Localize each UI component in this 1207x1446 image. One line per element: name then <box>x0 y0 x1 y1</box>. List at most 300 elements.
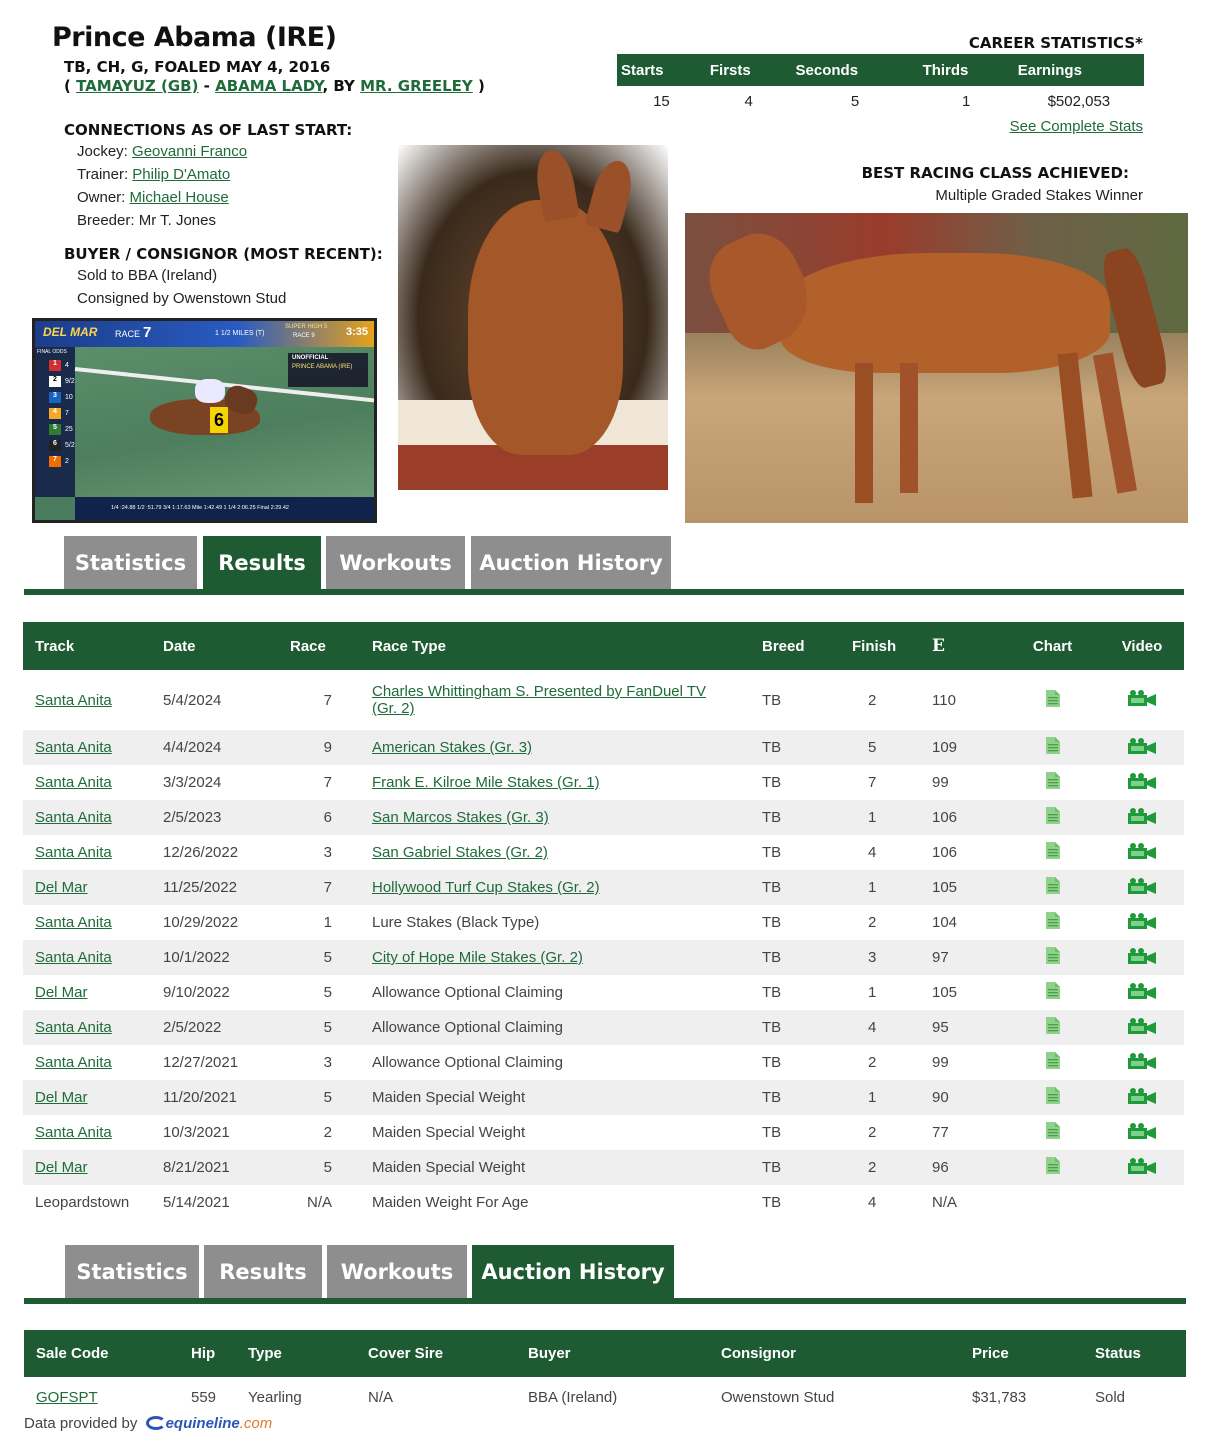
results-row <box>23 1080 1184 1115</box>
tab-underline <box>24 589 1184 595</box>
pedigree-close-paren: ) <box>472 77 485 95</box>
unofficial-box <box>288 353 368 387</box>
cell-chart <box>1005 1080 1100 1115</box>
cell-race: 3 <box>323 844 332 861</box>
track-link[interactable]: Santa Anita <box>35 1054 112 1071</box>
cell-finish: 1 <box>868 984 877 1001</box>
results-row <box>23 1010 1184 1045</box>
dam-link[interactable]: ABAMA LADY <box>215 77 323 95</box>
cell-finish: 7 <box>868 774 877 791</box>
career-statistics-heading: CAREER STATISTICS* <box>968 34 1143 52</box>
cell-race-type <box>360 835 750 870</box>
cell-e-rating: N/A <box>932 1194 958 1211</box>
cell-chart <box>1005 870 1100 905</box>
cell-video <box>1100 1045 1184 1080</box>
cell-race-type <box>360 870 750 905</box>
chart-icon[interactable] <box>1045 742 1061 759</box>
cell-race-type <box>360 940 750 975</box>
race-type-text: Maiden Special Weight <box>372 1089 526 1106</box>
cell-track <box>23 905 151 940</box>
cell-chart <box>1005 1185 1100 1220</box>
results-row <box>23 1115 1184 1150</box>
track-link[interactable]: Santa Anita <box>35 1124 112 1141</box>
video-icon[interactable] <box>1127 742 1157 759</box>
race-type-link[interactable]: San Marcos Stakes (Gr. 3) <box>372 809 549 826</box>
career-header-seconds: Seconds <box>792 54 919 86</box>
cell-race: 5 <box>323 984 332 1001</box>
cell-video <box>1100 730 1184 765</box>
track-link[interactable]: Santa Anita <box>35 739 112 756</box>
cell-date: 11/20/2021 <box>151 1080 278 1115</box>
post-position: 3 <box>49 392 61 403</box>
auction-header-sale-code: Sale Code <box>24 1330 179 1377</box>
odds-board <box>35 347 75 497</box>
odds-row <box>35 389 75 405</box>
cell-race-type <box>360 1080 750 1115</box>
banner-distance: 1 1/2 MILES (T) <box>215 330 265 337</box>
career-value-earnings: $502,053 <box>1047 92 1111 110</box>
cell-cover-sire: N/A <box>368 1388 394 1406</box>
cell-track <box>23 800 151 835</box>
track-link[interactable]: Santa Anita <box>35 774 112 791</box>
cell-finish: 5 <box>840 730 920 765</box>
video-icon[interactable] <box>1127 1022 1157 1039</box>
cell-e-rating: 99 <box>932 774 949 791</box>
cell-date: 5/14/2021 <box>163 1194 230 1211</box>
cell-track <box>23 835 151 870</box>
track-link[interactable]: Del Mar <box>35 1089 88 1106</box>
auction-header-cover-sire: Cover Sire <box>356 1330 516 1377</box>
video-icon[interactable] <box>1127 987 1157 1004</box>
tab-workouts[interactable]: Workouts <box>326 536 465 590</box>
track-link[interactable]: Santa Anita <box>35 691 112 709</box>
video-icon[interactable] <box>1127 952 1157 969</box>
cell-video <box>1100 1115 1184 1150</box>
race-type-link[interactable]: Charles Whittingham S. Presented by FanDuel TV (Gr. 2) <box>372 683 707 717</box>
track-link[interactable]: Santa Anita <box>35 809 112 826</box>
cell-track <box>23 975 151 1010</box>
cell-breed: TB <box>750 800 840 835</box>
front-leg-2 <box>900 363 918 493</box>
video-icon[interactable] <box>1127 777 1157 794</box>
cell-track <box>23 870 151 905</box>
breeder-value: Mr T. Jones <box>138 212 216 229</box>
auction-history-table <box>24 1330 1186 1417</box>
owner-line <box>77 189 229 206</box>
cell-e-rating: 110 <box>932 691 956 709</box>
race-type-link[interactable]: City of Hope Mile Stakes (Gr. 2) <box>372 949 583 966</box>
cell-date: 4/4/2024 <box>151 730 278 765</box>
cell-track <box>23 1045 151 1080</box>
results-header-race: Race <box>278 622 360 670</box>
see-complete-stats-link[interactable]: See Complete Stats <box>1009 118 1143 135</box>
video-icon[interactable] <box>1127 812 1157 829</box>
career-header-thirds: Thirds <box>919 54 1014 86</box>
results-row <box>23 975 1184 1010</box>
auction-header-consignor: Consignor <box>709 1330 960 1377</box>
banner-race-label: RACE <box>115 329 141 339</box>
post-position: 1 <box>49 360 61 371</box>
horse-description: TB, CH, G, FOALED MAY 4, 2016 <box>64 58 331 76</box>
track-link[interactable]: Santa Anita <box>35 844 112 861</box>
chart-icon[interactable] <box>1045 812 1061 829</box>
cell-e-rating: 106 <box>932 844 958 861</box>
chart-icon[interactable] <box>1045 695 1061 712</box>
race-type-link[interactable]: San Gabriel Stakes (Gr. 2) <box>372 844 548 861</box>
chart-icon[interactable] <box>1045 1127 1061 1144</box>
odds-value: 25 <box>65 425 73 433</box>
cell-chart <box>1005 670 1100 730</box>
track-link[interactable]: Santa Anita <box>35 949 112 966</box>
cell-chart <box>1005 905 1100 940</box>
race-type-text: Maiden Special Weight <box>372 1159 526 1176</box>
tab-workouts-2[interactable]: Workouts <box>327 1245 467 1299</box>
cell-track <box>23 1185 151 1220</box>
banner-super: SUPER HIGH 5 <box>285 324 328 330</box>
video-icon[interactable] <box>1127 1057 1157 1074</box>
cell-video <box>1100 1150 1184 1185</box>
chart-icon[interactable] <box>1045 1057 1061 1074</box>
unofficial-leader: PRINCE ABAMA (IRE) <box>292 364 353 370</box>
cell-video <box>1100 975 1184 1010</box>
post-position: 4 <box>49 408 61 419</box>
hind-leg <box>1057 352 1092 498</box>
career-header-starts: Starts <box>617 54 706 86</box>
auction-header-status: Status <box>1083 1330 1186 1377</box>
results-row <box>23 1045 1184 1080</box>
results-row <box>23 940 1184 975</box>
race-video-still <box>32 318 377 523</box>
video-icon[interactable] <box>1127 694 1157 711</box>
cell-video <box>1100 1080 1184 1115</box>
race-type-text: Allowance Optional Claiming <box>372 1054 563 1071</box>
cell-e-rating: 77 <box>932 1124 949 1141</box>
career-value-starts: 15 <box>653 92 670 110</box>
equineline-suffix: .com <box>239 1415 273 1432</box>
chart-icon[interactable] <box>1045 882 1061 899</box>
cell-track <box>23 730 151 765</box>
cell-finish: 2 <box>840 1150 920 1185</box>
auction-header-type: Type <box>236 1330 356 1377</box>
sold-to-text: Sold to BBA (Ireland) <box>77 267 218 284</box>
cell-sale-code <box>24 1377 179 1417</box>
cell-chart <box>1005 730 1100 765</box>
results-header-finish: Finish <box>840 622 920 670</box>
cell-race: 9 <box>278 730 360 765</box>
cell-breed: TB <box>762 691 782 709</box>
cell-video <box>1100 905 1184 940</box>
cell-track <box>23 670 151 730</box>
cell-race-type <box>360 975 750 1010</box>
banner-race-no: 7 <box>143 324 152 341</box>
results-header-e: E <box>920 622 1005 670</box>
breeder-line <box>77 212 216 229</box>
results-header-breed: Breed <box>750 622 840 670</box>
track-link[interactable]: Santa Anita <box>35 914 112 931</box>
cell-breed: TB <box>762 844 782 861</box>
odds-title: FINAL ODDS <box>37 349 67 355</box>
cell-price: $31,783 <box>972 1388 1027 1406</box>
cell-track <box>23 1115 151 1150</box>
jockey-link[interactable]: Geovanni Franco <box>132 143 248 160</box>
career-header-firsts: Firsts <box>706 54 792 86</box>
cell-date: 10/1/2022 <box>151 940 278 975</box>
cell-finish: 3 <box>840 940 920 975</box>
cell-e-rating: 105 <box>932 984 958 1001</box>
auction-header-buyer: Buyer <box>516 1330 709 1377</box>
video-icon[interactable] <box>1127 882 1157 899</box>
cell-finish: 4 <box>840 1010 920 1045</box>
cell-breed: TB <box>762 914 782 931</box>
race-type-link[interactable]: Hollywood Turf Cup Stakes (Gr. 2) <box>372 879 600 896</box>
results-header-video: Video <box>1100 622 1184 670</box>
cell-video <box>1100 670 1184 730</box>
results-row <box>23 1185 1184 1220</box>
video-icon[interactable] <box>1127 1162 1157 1179</box>
cell-race-type <box>360 670 750 730</box>
race-type-text: Maiden Special Weight <box>372 1124 526 1141</box>
hind-leg-2 <box>1093 352 1137 493</box>
chart-icon[interactable] <box>1045 917 1061 934</box>
chart-icon[interactable] <box>1045 777 1061 794</box>
cell-finish: 2 <box>868 1054 877 1071</box>
cell-race-type <box>360 1150 750 1185</box>
race-type-text: Allowance Optional Claiming <box>372 1019 563 1036</box>
results-row <box>23 730 1184 765</box>
results-header-chart: Chart <box>1005 622 1100 670</box>
post-position: 7 <box>49 456 61 467</box>
data-provided-by <box>24 1415 272 1432</box>
chart-icon[interactable] <box>1045 847 1061 864</box>
cell-race: 5 <box>278 940 360 975</box>
cell-chart <box>1005 1010 1100 1045</box>
cell-breed: TB <box>750 870 840 905</box>
odds-value: 5/2 <box>65 441 75 449</box>
chart-icon[interactable] <box>1045 987 1061 1004</box>
video-icon[interactable] <box>1127 847 1157 864</box>
cell-date: 3/3/2024 <box>163 774 222 791</box>
cell-date: 11/25/2022 <box>151 870 278 905</box>
cell-race-type <box>360 1115 750 1150</box>
equineline-swoosh-icon <box>146 1416 166 1430</box>
cell-chart <box>1005 1115 1100 1150</box>
horse-name: Prince Abama (IRE) <box>52 22 337 53</box>
cell-hip: 559 <box>191 1388 217 1406</box>
cell-finish: 2 <box>868 914 877 931</box>
cell-race-type <box>360 800 750 835</box>
odds-row <box>35 357 75 373</box>
cell-video <box>1100 800 1184 835</box>
results-header-date: Date <box>151 622 278 670</box>
horse-conformation-photo <box>685 213 1188 523</box>
results-header-race-type: Race Type <box>360 622 750 670</box>
odds-value: 4 <box>65 361 69 369</box>
pedigree <box>64 77 485 95</box>
cell-finish: 1 <box>840 1080 920 1115</box>
cell-date: 2/5/2023 <box>151 800 278 835</box>
equineline-logo[interactable] <box>146 1415 273 1432</box>
sire-link[interactable]: TAMAYUZ (GB) <box>76 77 199 95</box>
best-class-value: Multiple Graded Stakes Winner <box>935 187 1143 204</box>
chart-icon[interactable] <box>1045 952 1061 969</box>
right-ear <box>585 157 638 234</box>
tab-underline-2 <box>24 1298 1186 1304</box>
cell-buyer: BBA (Ireland) <box>528 1388 618 1406</box>
auction-header-hip: Hip <box>179 1330 236 1377</box>
cell-video <box>1100 765 1184 800</box>
tab-auction-history-2[interactable]: Auction History <box>472 1245 674 1299</box>
odds-row <box>35 453 75 469</box>
post-position: 5 <box>49 424 61 435</box>
cell-e-rating: 90 <box>920 1080 1005 1115</box>
tab-results[interactable]: Results <box>203 536 321 590</box>
cell-status: Sold <box>1095 1388 1126 1406</box>
banner-track: DEL MAR <box>43 325 98 339</box>
career-value-thirds: 1 <box>961 92 971 110</box>
career-header-earnings: Earnings <box>1014 54 1144 86</box>
cell-race-type <box>360 1045 750 1080</box>
cell-track <box>23 765 151 800</box>
race-type-text: Allowance Optional Claiming <box>372 984 563 1001</box>
breeder-label: Breeder: <box>77 212 135 229</box>
cell-breed: TB <box>762 984 782 1001</box>
career-value-firsts: 4 <box>744 92 753 110</box>
results-row <box>23 765 1184 800</box>
results-row <box>23 870 1184 905</box>
trainer-link[interactable]: Philip D'Amato <box>132 166 231 183</box>
turf-course <box>75 347 374 497</box>
race-type-link[interactable]: Frank E. Kilroe Mile Stakes (Gr. 1) <box>372 774 600 791</box>
pedigree-by: , BY <box>322 77 355 95</box>
cell-track <box>23 1010 151 1045</box>
tab-statistics[interactable]: Statistics <box>64 536 197 590</box>
cell-race: 2 <box>323 1124 332 1141</box>
tab-statistics-2[interactable]: Statistics <box>65 1245 199 1299</box>
cell-race: 7 <box>278 870 360 905</box>
career-value-seconds: 5 <box>850 92 860 110</box>
cell-race: N/A <box>306 1194 332 1211</box>
cell-date: 10/29/2022 <box>163 914 239 931</box>
race-type-link[interactable]: American Stakes (Gr. 3) <box>372 739 533 756</box>
cell-date: 9/10/2022 <box>163 984 230 1001</box>
cell-finish: 1 <box>840 800 920 835</box>
cell-type: Yearling <box>248 1388 302 1406</box>
odds-value: 9/2 <box>65 377 75 385</box>
cell-consignor: Owenstown Stud <box>721 1388 835 1406</box>
odds-value: 10 <box>65 393 73 401</box>
track-link[interactable]: Del Mar <box>35 1159 88 1176</box>
cell-race-type <box>360 1185 750 1220</box>
tab-results-2[interactable]: Results <box>204 1245 322 1299</box>
cell-video <box>1100 1010 1184 1045</box>
cell-chart <box>1005 975 1100 1010</box>
video-icon[interactable] <box>1127 1127 1157 1144</box>
tab-auction-history[interactable]: Auction History <box>471 536 671 590</box>
cell-race-type <box>360 730 750 765</box>
cell-race-type <box>360 1010 750 1045</box>
results-row <box>23 905 1184 940</box>
cell-breed: TB <box>750 1080 840 1115</box>
horse-face <box>468 200 623 455</box>
track-link[interactable]: Del Mar <box>35 984 88 1001</box>
best-class-heading: BEST RACING CLASS ACHIEVED: <box>861 164 1129 182</box>
connections-heading: CONNECTIONS AS OF LAST START: <box>64 121 353 139</box>
cell-race: 7 <box>323 774 332 791</box>
consigned-by-text: Consigned by Owenstown Stud <box>77 290 287 307</box>
pedigree-dash: - <box>198 77 216 95</box>
cell-breed: TB <box>762 1054 782 1071</box>
video-icon[interactable] <box>1127 917 1157 934</box>
cell-e-rating: 97 <box>920 940 1005 975</box>
buyer-consignor-heading: BUYER / CONSIGNOR (MOST RECENT): <box>64 245 383 263</box>
pedigree-open-paren: ( <box>64 77 77 95</box>
cell-breed: TB <box>762 1194 782 1211</box>
odds-row <box>35 437 75 453</box>
cell-race: 3 <box>323 1054 332 1071</box>
cell-track <box>23 940 151 975</box>
cell-date: 8/21/2021 <box>151 1150 278 1185</box>
cell-chart <box>1005 835 1100 870</box>
cell-e-rating: 105 <box>920 870 1005 905</box>
chart-icon[interactable] <box>1045 1162 1061 1179</box>
cell-breed: TB <box>750 1150 840 1185</box>
cell-date: 2/5/2022 <box>151 1010 278 1045</box>
broodmare-sire-link[interactable]: MR. GREELEY <box>360 77 473 95</box>
results-header-track: Track <box>23 622 151 670</box>
owner-link[interactable]: Michael House <box>129 189 229 206</box>
cell-e-rating: 95 <box>920 1010 1005 1045</box>
jockey-silks <box>195 379 225 403</box>
owner-label: Owner: <box>77 189 126 206</box>
cell-race: 5 <box>278 1150 360 1185</box>
cell-finish: 2 <box>868 1124 877 1141</box>
trainer-line <box>77 166 230 183</box>
cell-chart <box>1005 765 1100 800</box>
track-link[interactable]: Del Mar <box>35 879 88 896</box>
auction-header-price: Price <box>960 1330 1083 1377</box>
video-icon[interactable] <box>1127 1092 1157 1109</box>
post-position: 2 <box>49 376 61 387</box>
tabs-top <box>24 536 1184 596</box>
cell-race-type <box>360 765 750 800</box>
banner-super-race: RACE 9 <box>293 333 315 339</box>
auction-row <box>24 1377 1186 1417</box>
sale-code-link[interactable]: GOFSPT <box>36 1388 98 1406</box>
cell-video <box>1100 940 1184 975</box>
saddle-cloth: 6 <box>210 407 228 433</box>
track-link[interactable]: Santa Anita <box>35 1019 112 1036</box>
cell-race: 6 <box>278 800 360 835</box>
odds-row <box>35 405 75 421</box>
cell-date: 5/4/2024 <box>163 691 222 709</box>
cell-date: 12/27/2021 <box>163 1054 239 1071</box>
cell-e-rating: 96 <box>920 1150 1005 1185</box>
cell-breed: TB <box>762 774 782 791</box>
cell-e-rating: 109 <box>920 730 1005 765</box>
cell-track <box>23 1150 151 1185</box>
banner-time: 3:35 <box>345 326 368 338</box>
cell-chart <box>1005 1045 1100 1080</box>
unofficial-label: UNOFFICIAL <box>292 355 329 361</box>
post-position: 6 <box>49 440 61 451</box>
results-row <box>23 800 1184 835</box>
cell-date: 10/3/2021 <box>163 1124 230 1141</box>
chart-icon[interactable] <box>1045 1092 1061 1109</box>
cell-video <box>1100 870 1184 905</box>
fractions-bar: 1/4 :24.88 1/2 :51.79 3/4 1:17.63 Mile 1:42.49 1 1/4 2:06.25 Final 2:29.42 <box>75 497 374 520</box>
provided-by-text: Data provided by <box>24 1415 138 1432</box>
chart-icon[interactable] <box>1045 1022 1061 1039</box>
